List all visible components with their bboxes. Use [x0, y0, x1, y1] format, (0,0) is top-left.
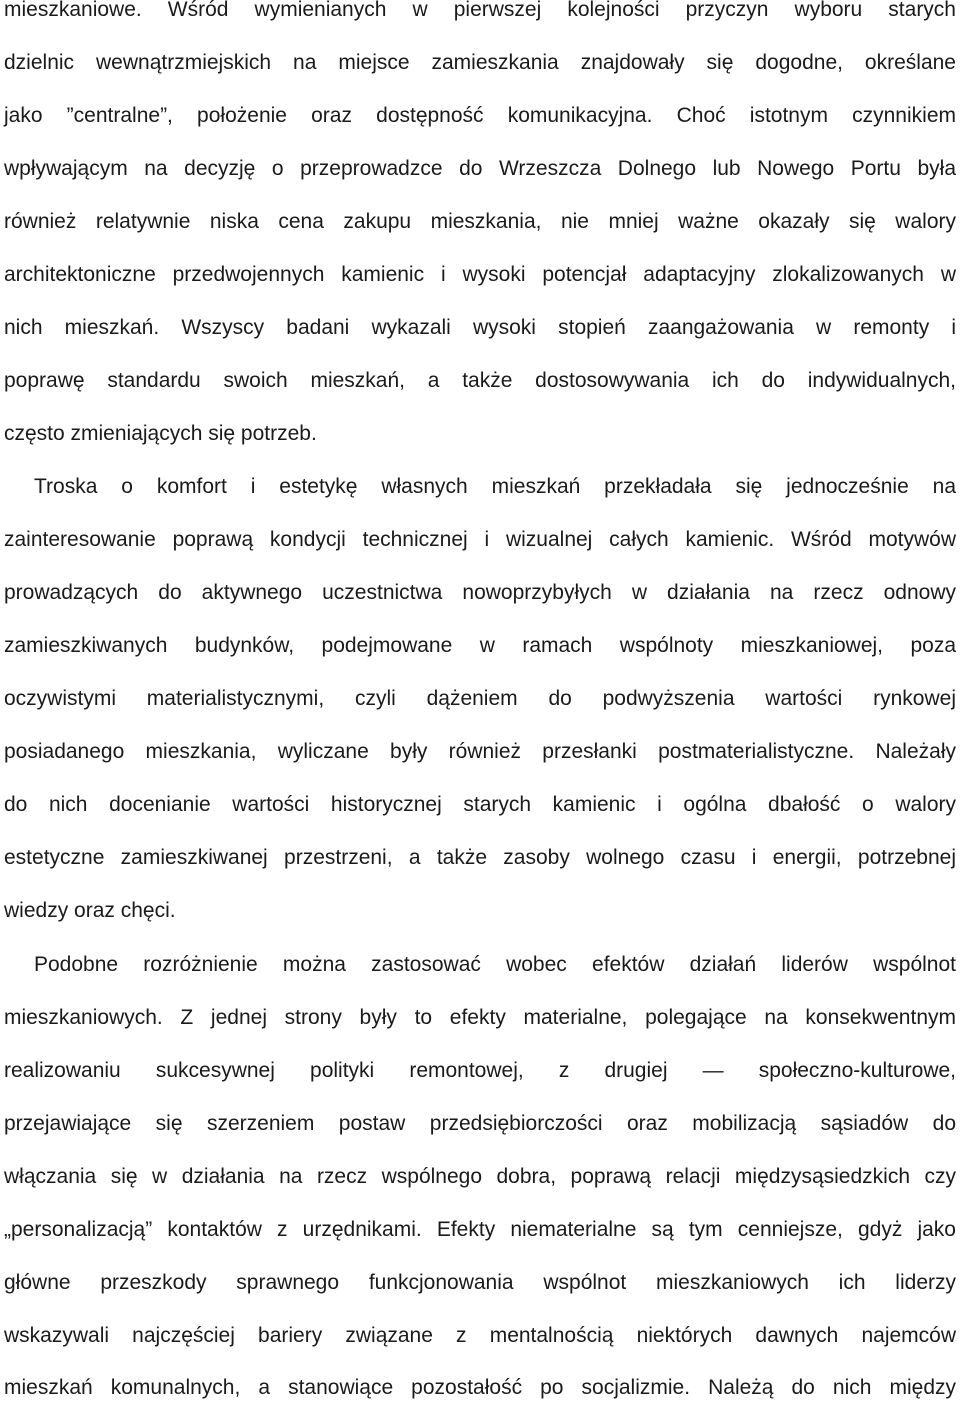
paragraph-first-line: Troska o komfort i estetykę własnych mieszkań przekładała się jednocześnie na [34, 475, 956, 498]
text-line: wpływającym na decyzję o przeprowadzce do Wrzeszcza Dolnego lub Nowego Portu była [4, 157, 956, 180]
text-line: zamieszkiwanych budynków, podejmowane w ramach wspólnoty mieszkaniowej, poza [4, 634, 956, 657]
text-line: do nich docenianie wartości historycznej starych kamienic i ogólna dbałość o walory [4, 793, 956, 816]
text-line: oczywistymi materialistycznymi, czyli dążeniem do podwyższenia wartości rynkowej [4, 687, 956, 710]
text-line: posiadanego mieszkania, wyliczane były również przesłanki postmaterialistyczne. Należały [4, 740, 956, 763]
text-line: prowadzących do aktywnego uczestnictwa nowoprzybyłych w działania na rzecz odnowy [4, 581, 956, 604]
text-line: dzielnic wewnątrzmiejskich na miejsce zamieszkania znajdowały się dogodne, określane [4, 51, 956, 74]
text-line: wiedzy oraz chęci. [4, 899, 176, 922]
text-line: poprawę standardu swoich mieszkań, a także dostosowywania ich do indywidualnych, [4, 369, 956, 392]
text-line: również relatywnie niska cena zakupu mieszkania, nie mniej ważne okazały się walory [4, 210, 956, 233]
text-line: nich mieszkań. Wszyscy badani wykazali wysoki stopień zaangażowania w remonty i [4, 316, 956, 339]
text-line: „personalizacją” kontaktów z urzędnikami. Efekty niematerialne są tym cenniejsze, gdyż jako [4, 1218, 956, 1241]
text-line: główne przeszkody sprawnego funkcjonowania wspólnot mieszkaniowych ich liderzy [4, 1271, 956, 1294]
text-line: zainteresowanie poprawą kondycji technicznej i wizualnej całych kamienic. Wśród motywów [4, 528, 956, 551]
text-line: realizowaniu sukcesywnej polityki remontowej, z drugiej — społeczno-kulturowe, [4, 1059, 956, 1082]
text-line: jako ”centralne”, położenie oraz dostępność komunikacyjna. Choć istotnym czynnikiem [4, 104, 956, 127]
text-line: estetyczne zamieszkiwanej przestrzeni, a także zasoby wolnego czasu i energii, potrzebnej [4, 846, 956, 869]
text-line: architektoniczne przedwojennych kamienic i wysoki potencjał adaptacyjny zlokalizowanych w [4, 263, 956, 286]
text-line: często zmieniających się potrzeb. [4, 422, 317, 445]
text-line: przejawiające się szerzeniem postaw przedsiębiorczości oraz mobilizacją sąsiadów do [4, 1112, 956, 1135]
text-line: mieszkaniowe. Wśród wymienianych w pierwszej kolejności przyczyn wyboru starych [4, 0, 956, 21]
text-line: wskazywali najczęściej bariery związane z mentalnością niektórych dawnych najemców [4, 1324, 956, 1347]
text-line: mieszkaniowych. Z jednej strony były to efekty materialne, polegające na konsekwentnym [4, 1006, 956, 1029]
text-line: włączania się w działania na rzecz wspólnego dobra, poprawą relacji międzysąsiedzkich czy [4, 1165, 956, 1188]
text-line: mieszkań komunalnych, a stanowiące pozostałość po socjalizmie. Należą do nich między [4, 1376, 956, 1399]
paragraph-first-line: Podobne rozróżnienie można zastosować wobec efektów działań liderów wspólnot [34, 953, 956, 976]
